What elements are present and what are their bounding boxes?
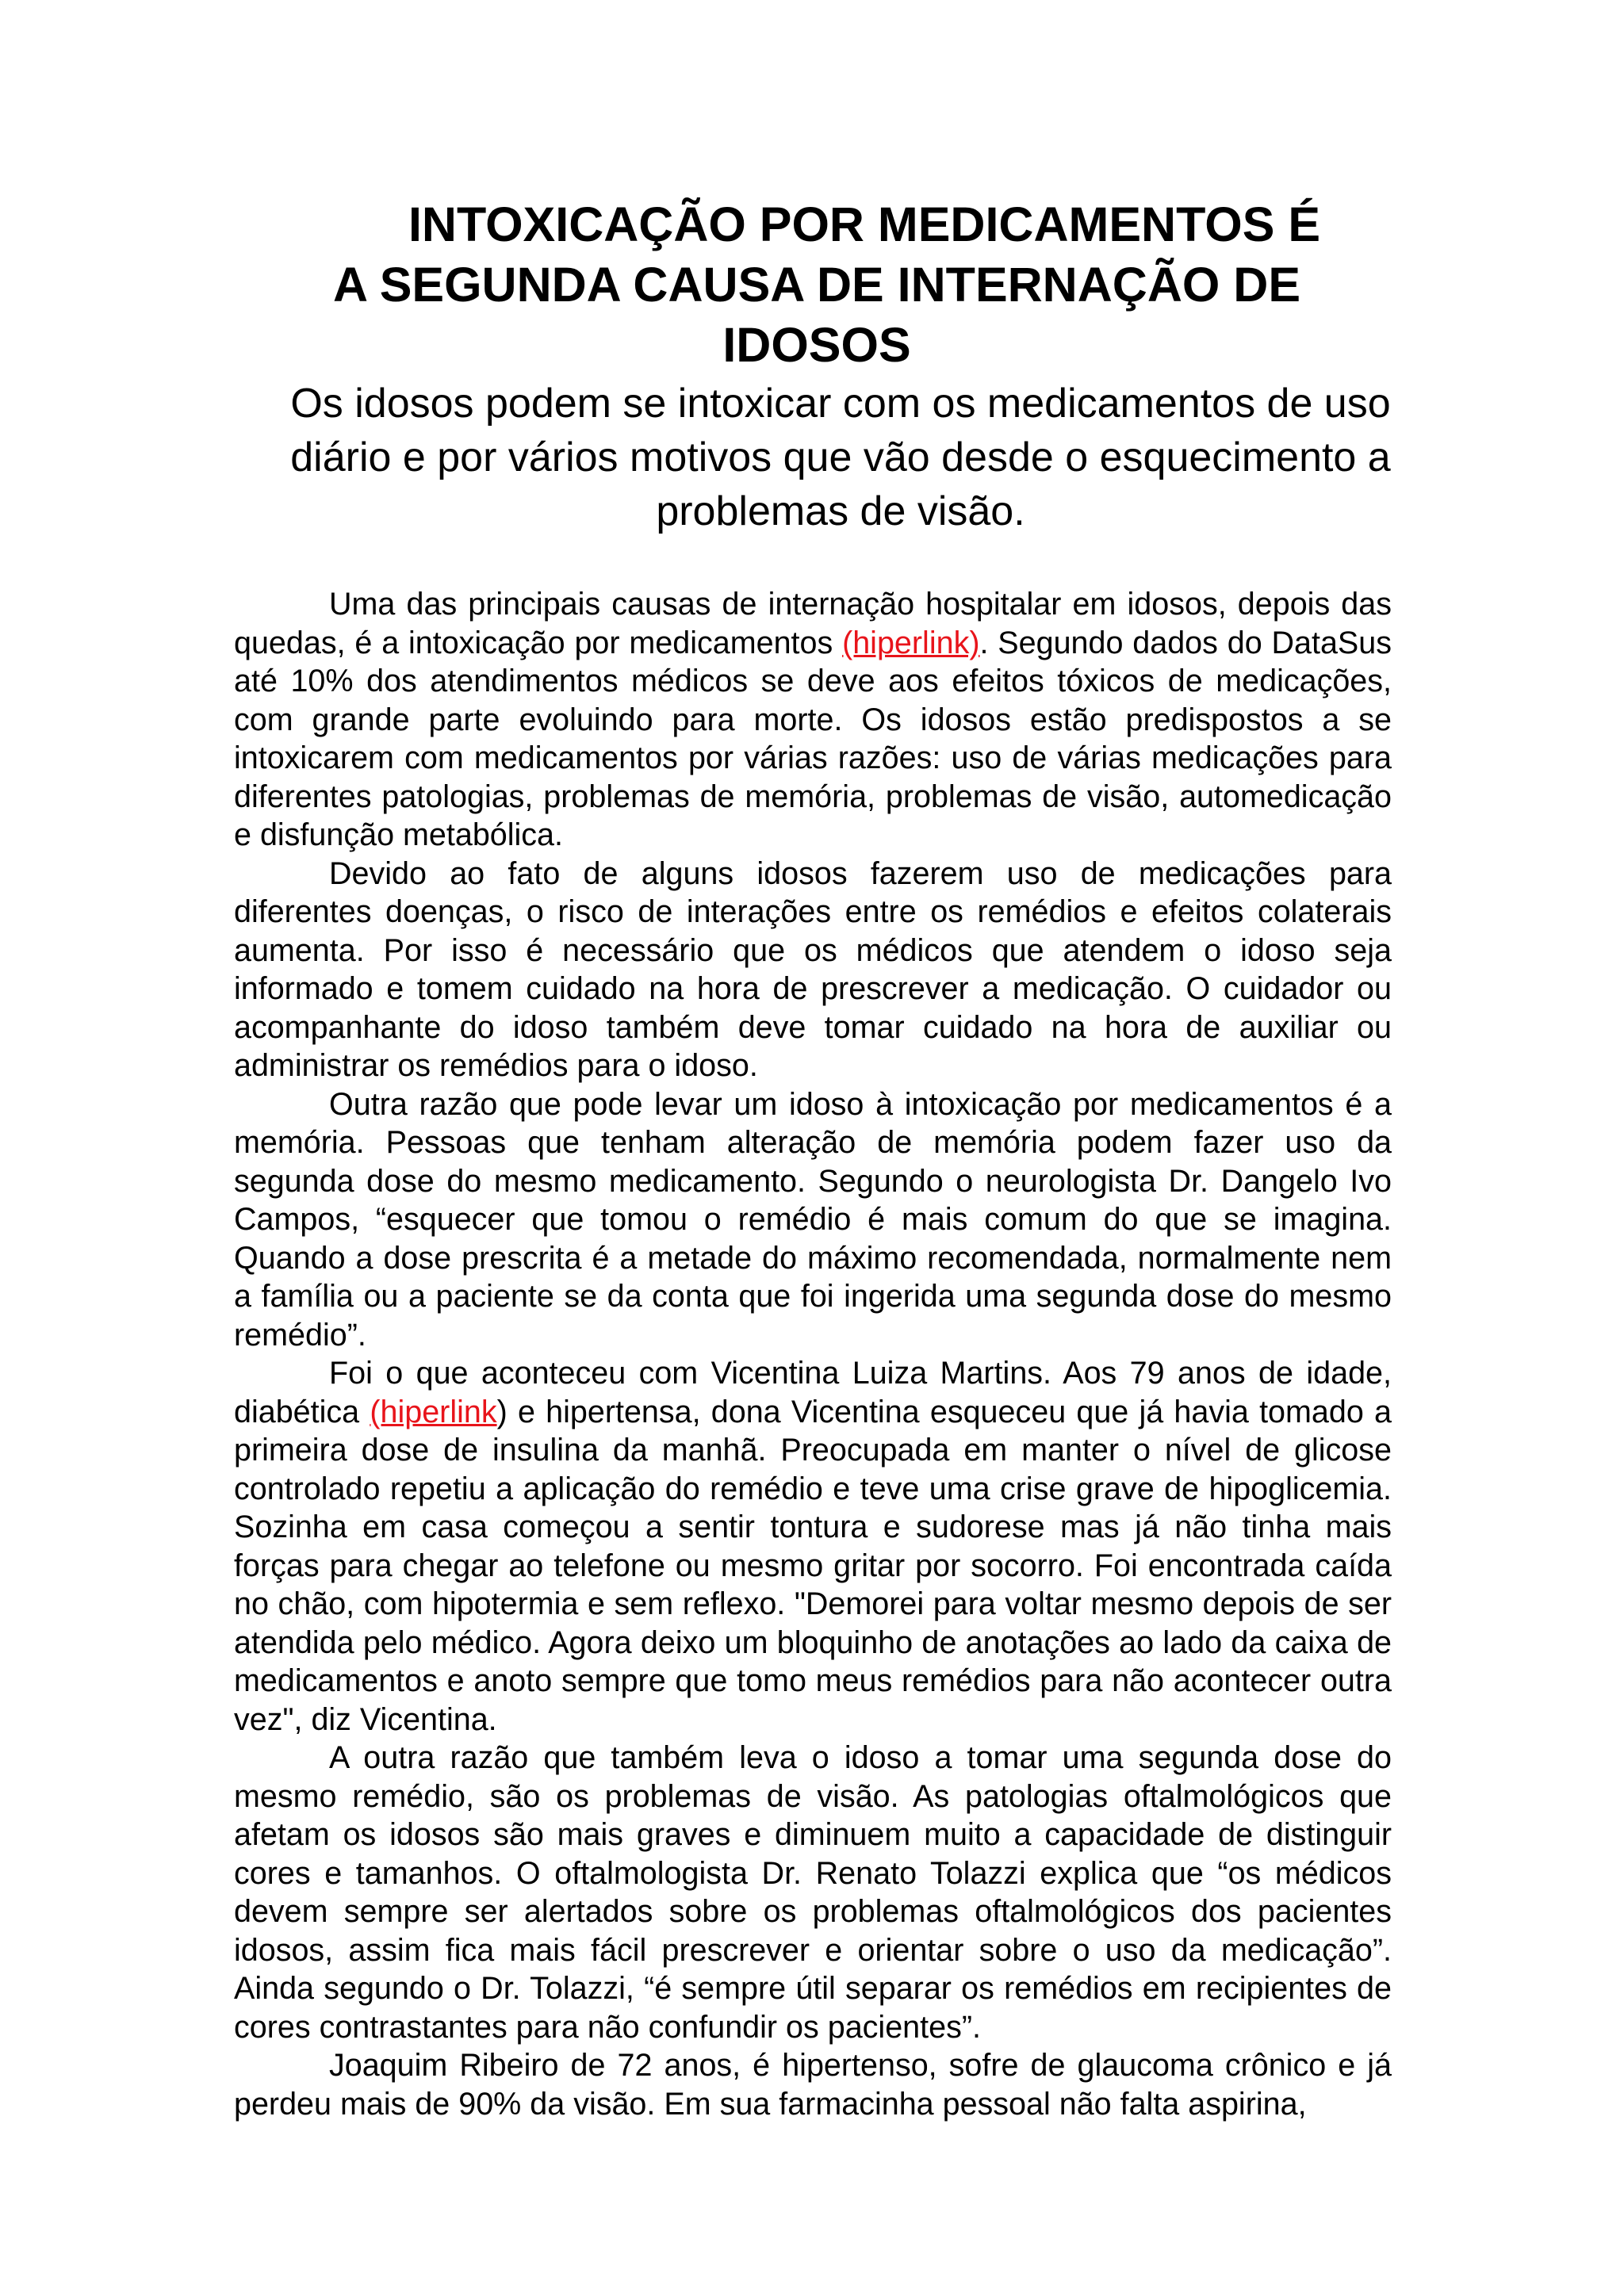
- article-body: [234, 585, 1392, 2123]
- paragraph-5: A outra razão que também leva o idoso a tomar uma segunda dose do mesmo remédio, são os problemas de visão. As patologias oftalmológicos que afetam os idosos são mais graves e diminuem muito a capacidade de distinguir cores e tamanhos. O oftalmologista Dr. Renato Tolazzi explica que “os médicos devem sempre ser alertados sobre os problemas oftalmológicos dos pacientes idosos, assim fica mais fácil prescrever e orientar sobre o uso da medicação”. Ainda segundo o Dr. Tolazzi, “é sempre útil separar os remédios em recipientes de cores contrastantes para não confundir os pacientes”.: [234, 1740, 1392, 2045]
- paragraph-2: Devido ao fato de alguns idosos fazerem uso de medicações para diferentes doenças, o risco de interações entre os remédios e efeitos colaterais aumenta. Por isso é necessário que os médicos que atendem o idoso seja informado e tomem cuidado na hora de prescrever a medicação. O cuidador ou acompanhante do idoso também deve tomar cuidado na hora de auxiliar ou administrar os remédios para o idoso.: [234, 855, 1392, 1083]
- hyperlink-medicamentos[interactable]: (hiperlink): [842, 625, 980, 660]
- article-title-line-1: INTOXICAÇÃO POR MEDICAMENTOS É: [408, 197, 1321, 251]
- article-subtitle: Os idosos podem se intoxicar com os medicamentos de uso diário e por vários motivos que vão desde o esquecimento a problemas de visão.: [290, 381, 1391, 534]
- paragraph-4-text-a: Foi o que aconteceu com Vicentina Luiza Martins. Aos 79 anos de idade, diabética: [234, 1356, 1392, 1429]
- hyperlink-diabetica[interactable]: (hiperlink: [370, 1394, 497, 1429]
- paragraph-1: [234, 585, 1392, 855]
- paragraph-3: Outra razão que pode levar um idoso à intoxicação por medicamentos é a memória. Pessoas que tenham alteração de memória podem fazer uso da segunda dose do mesmo medicamento. Segundo o neurologista Dr. Dangelo Ivo Campos, “esquecer que tomou o remédio é mais comum do que se imagina. Quando a dose prescrita é a metade do máximo recomendada, normalmente nem a família ou a paciente se da conta que foi ingerida uma segunda dose do mesmo remédio”.: [234, 1086, 1392, 1353]
- article-title: [238, 194, 1396, 375]
- article-title-line-2: A SEGUNDA CAUSA DE INTERNAÇÃO DE IDOSOS: [332, 258, 1301, 372]
- paragraph-1-text-b: . Segundo dados do DataSus até 10% dos atendimentos médicos se deve aos efeitos tóxicos de medicações, com grande parte evoluindo para morte. Os idosos estão predispostos a se intoxicarem com medicamentos por várias razões: uso de várias medicações para diferentes patologias, problemas de memória, problemas de visão, automedicação e disfunção metabólica.: [234, 625, 1392, 852]
- paragraph-4: [234, 1354, 1392, 1739]
- paragraph-4-text-b: ) e hipertensa, dona Vicentina esqueceu que já havia tomado a primeira dose de insulina da manhã. Preocupada em manter o nível de glicose controlado repetiu a aplicação do remédio e teve uma crise grave de hipoglicemia. Sozinha em casa começou a sentir tontura e sudorese mas já não tinha mais forças para chegar ao telefone ou mesmo gritar por socorro. Foi encontrada caída no chão, com hipotermia e sem reflexo. "Demorei para voltar mesmo depois de ser atendida pelo médico. Agora deixo um bloquinho de anotações ao lado da caixa de medicamentos e anoto sempre que tomo meus remédios para não acontecer outra vez", diz Vicentina.: [234, 1394, 1392, 1737]
- paragraph-1-text-a: Uma das principais causas de internação hospitalar em idosos, depois das quedas, é a intoxicação por medicamentos: [234, 587, 1392, 660]
- paragraph-6: Joaquim Ribeiro de 72 anos, é hipertenso, sofre de glaucoma crônico e já perdeu mais de 90% da visão. Em sua farmacinha pessoal não falta aspirina,: [234, 2048, 1392, 2122]
